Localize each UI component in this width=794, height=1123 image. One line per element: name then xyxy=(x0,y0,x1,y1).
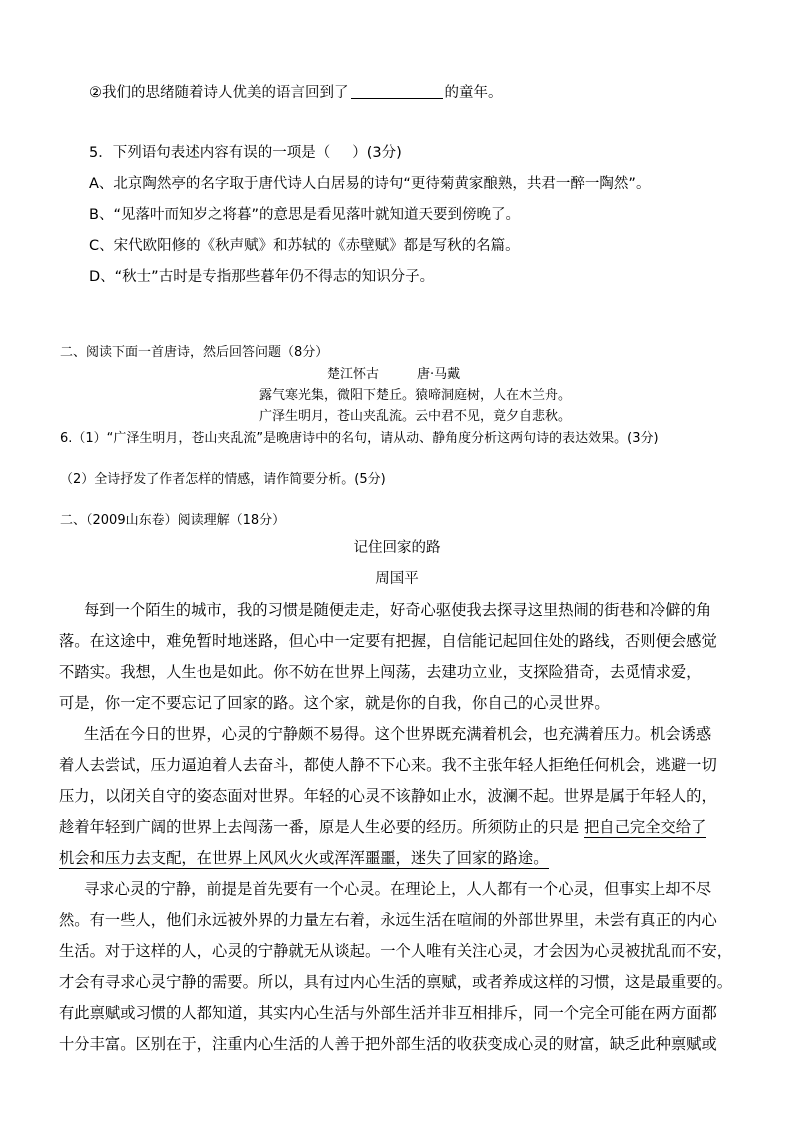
q5-points: ）(3分) xyxy=(352,145,402,161)
q5-option-d: D、“秋士”古时是专指那些暮年仍不得志的知识分子。 xyxy=(89,269,435,285)
q6-part-2: （2）全诗抒发了作者怎样的情感，请作简要分析。(5分) xyxy=(60,472,386,487)
article-line: 压力，以闭关自守的姿态面对世界。年轻的心灵不该静如止水，波澜不起。世界是属于年轻人的， xyxy=(59,787,717,805)
article-line: 生活在今日的世界，心灵的宁静颇不易得。这个世界既充满着机会，也充满着压力。机会诱惑 xyxy=(84,725,712,743)
q6-part-1: 6.（1）“广泽生明月，苍山夹乱流”是晚唐诗中的名句，请从动、静角度分析这两句诗的表达效果。(3分) xyxy=(60,431,659,446)
underlined-sentence: 机会和压力去支配，在世界上风风火火或浑浑噩噩，迷失了回家的路途。 xyxy=(59,849,549,867)
q4-2-line xyxy=(89,84,503,101)
article-line: 十分丰富。区别在于，注重内心生活的人善于把外部生活的收获变成心灵的财富，缺乏此种禀赋或 xyxy=(59,1035,717,1053)
underlined-sentence: 把自己完全交给了 xyxy=(583,818,707,836)
q5-option-b: B、“见落叶而知岁之将暮”的意思是看见落叶就知道天要到傍晚了。 xyxy=(89,207,520,223)
article-author: 周国平 xyxy=(375,571,419,587)
poem-line-2: 广泽生明月，苍山夹乱流。云中君不见，竟夕自悲秋。 xyxy=(259,409,572,424)
q5-option-c: C、宋代欧阳修的《秋声赋》和苏轼的《赤壁赋》都是写秋的名篇。 xyxy=(89,238,520,254)
article-line: 落。在这途中，难免暂时地迷路，但心中一定要有把握，自信能记起回住处的路线，否则便会感觉 xyxy=(59,632,717,650)
q5-option-a: A、北京陶然亭的名字取于唐代诗人白居易的诗句“更待菊黄家酿熟，共君一醉一陶然”。 xyxy=(89,176,651,192)
article-line xyxy=(59,851,549,866)
article-line: 可是，你一定不要忘记了回家的路。这个家，就是你的自我，你自己的心灵世界。 xyxy=(59,694,610,712)
article-line: 才会有寻求心灵宁静的需要。所以，具有过内心生活的禀赋，或者养成这样的习惯，这是最重要的。 xyxy=(59,973,733,991)
article-line: 然。有一些人，他们永远被外界的力量左右着，永远生活在喧闹的外部世界里，未尝有真正的内心 xyxy=(59,911,717,929)
q5-stem-text: 5．下列语句表述内容有误的一项是（ xyxy=(89,145,331,161)
poem-line-1: 露气寒光集，微阳下楚丘。猿啼洞庭树，人在木兰舟。 xyxy=(259,388,572,403)
q4-2-text-end: 的童年。 xyxy=(444,85,503,101)
article-line-text: 趁着年轻到广阔的世界上去闯荡一番，原是人生必要的经历。所须防止的只是 xyxy=(59,818,580,836)
section-heading-reading: 二、（2009山东卷）阅读理解（18分） xyxy=(60,513,286,528)
article-line: 寻求心灵的宁静，前提是首先要有一个心灵。在理论上，人人都有一个心灵，但事实上却不尽 xyxy=(84,880,712,898)
article-line: 每到一个陌生的城市，我的习惯是随便走走，好奇心驱使我去探寻这里热闹的街巷和冷僻的角 xyxy=(84,601,712,619)
article-line: 不踏实。我想，人生也是如此。你不妨在世界上闯荡，去建功立业，支探险猎奇，去觅情求爱， xyxy=(59,663,702,681)
poem-title: 楚江怀古 xyxy=(327,367,380,382)
section-heading-poem: 二、阅读下面一首唐诗，然后回答问题（8分） xyxy=(60,345,329,360)
article-line: 有此禀赋或习惯的人都知道，其实内心生活与外部生活并非互相排斥，同一个完全可能在两方面都 xyxy=(59,1004,717,1022)
q4-2-text: ②我们的思绪随着诗人优美的语言回到了 xyxy=(89,85,349,101)
q5-stem xyxy=(89,146,402,161)
poem-author: 唐·马戴 xyxy=(417,367,461,382)
article-line: 着人去尝试，压力逼迫着人去奋斗，都使人静不下心来。我不主张年轻人拒绝任何机会，逃避一切 xyxy=(59,756,717,774)
article-line: 生活。对于这样的人，心灵的宁静就无从谈起。一个人唯有关注心灵，才会因为心灵被扰乱而不安， xyxy=(59,942,733,960)
article-title: 记住回家的路 xyxy=(353,540,441,556)
article-line xyxy=(59,820,706,835)
answer-blank[interactable] xyxy=(351,84,443,99)
